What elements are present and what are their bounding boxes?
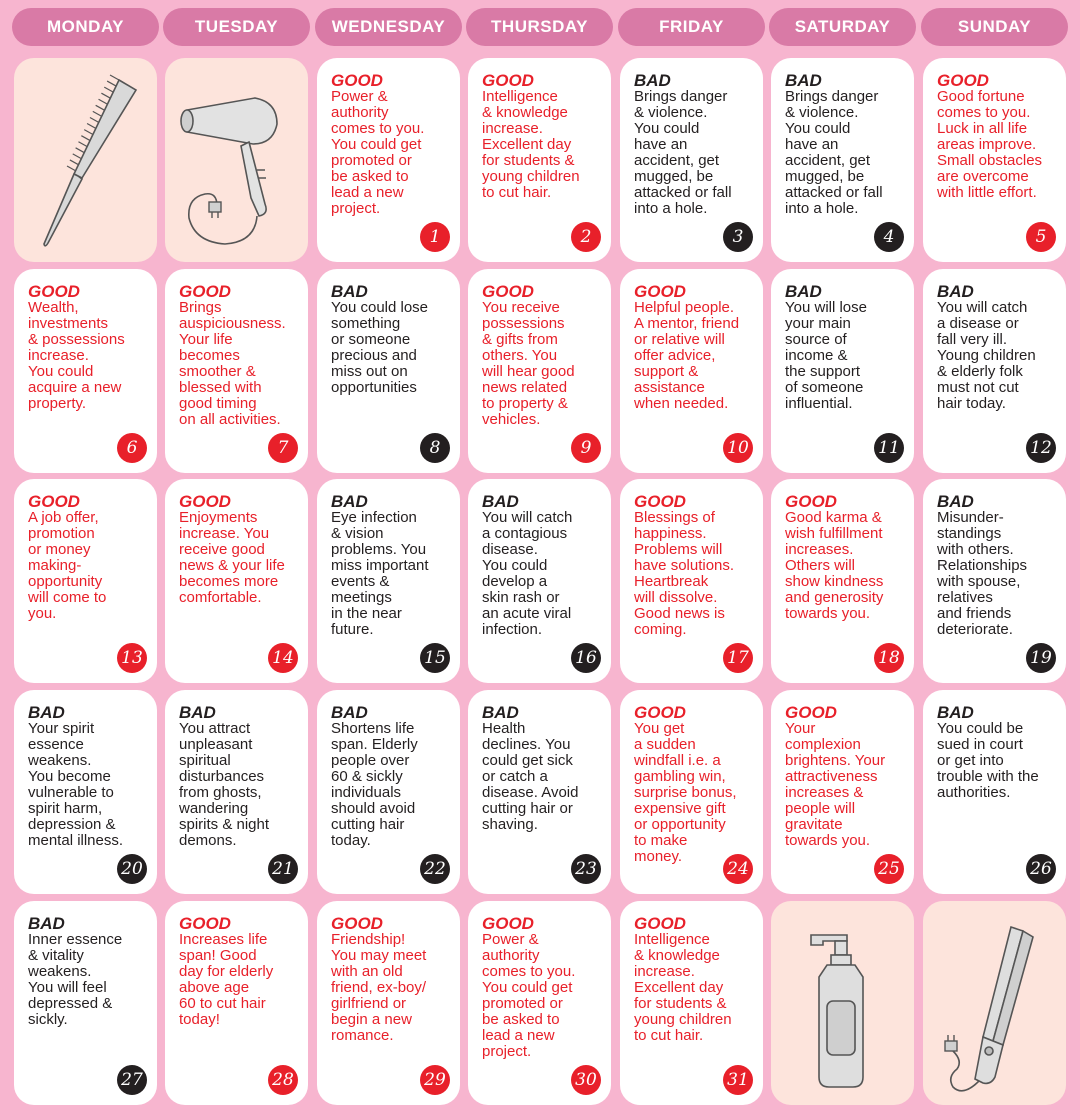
day-verdict: GOOD bbox=[179, 492, 231, 511]
day-cell-9 bbox=[468, 269, 611, 473]
day-cell-7 bbox=[165, 269, 308, 473]
day-description: Eye infection & vision problems. You miss important events & meetings in the near future. bbox=[331, 509, 429, 638]
day-verdict: GOOD bbox=[785, 703, 837, 722]
day-header-tuesday: TUESDAY bbox=[163, 8, 310, 46]
day-cell-15 bbox=[317, 479, 460, 683]
day-cell-29 bbox=[317, 901, 460, 1105]
day-verdict: BAD bbox=[28, 703, 65, 722]
day-number-badge: 8 bbox=[420, 433, 450, 463]
day-number-badge: 24 bbox=[723, 854, 753, 884]
day-description: Misunder- standings with others. Relationships with spouse, relatives and friends deteriorate. bbox=[937, 509, 1028, 638]
day-number-badge: 7 bbox=[268, 433, 298, 463]
day-number-badge: 28 bbox=[268, 1065, 298, 1095]
day-number-badge: 25 bbox=[874, 854, 904, 884]
day-description: Power & authority comes to you. You could get promoted or be asked to lead a new project. bbox=[482, 931, 576, 1060]
day-number-badge: 27 bbox=[117, 1065, 147, 1095]
day-cell-17 bbox=[620, 479, 763, 683]
day-verdict: GOOD bbox=[28, 282, 80, 301]
day-verdict: GOOD bbox=[28, 492, 80, 511]
day-cell-28 bbox=[165, 901, 308, 1105]
illustration-cell bbox=[165, 58, 308, 262]
day-header-wednesday: WEDNESDAY bbox=[315, 8, 462, 46]
day-number-badge: 11 bbox=[874, 433, 904, 463]
day-number-badge: 16 bbox=[571, 643, 601, 673]
day-cell-5 bbox=[923, 58, 1066, 262]
day-cell-20 bbox=[14, 690, 157, 894]
illustration-cell bbox=[771, 901, 914, 1105]
day-number-badge: 4 bbox=[874, 222, 904, 252]
day-verdict: GOOD bbox=[482, 71, 534, 90]
day-description: You could be sued in court or get into trouble with the authorities. bbox=[937, 720, 1039, 801]
day-number-badge: 17 bbox=[723, 643, 753, 673]
day-cell-11 bbox=[771, 269, 914, 473]
day-header-saturday: SATURDAY bbox=[769, 8, 916, 46]
day-number-badge: 18 bbox=[874, 643, 904, 673]
day-cell-24 bbox=[620, 690, 763, 894]
day-number-badge: 29 bbox=[420, 1065, 450, 1095]
day-verdict: BAD bbox=[331, 282, 368, 301]
day-description: Brings danger & violence. You could have an accident, get mugged, be attacked or fall into a hole. bbox=[634, 88, 732, 217]
day-cell-1 bbox=[317, 58, 460, 262]
day-description: Good karma & wish fulfillment increases. Others will show kindness and generosity towards you. bbox=[785, 509, 884, 622]
day-description: Increases life span! Good day for elderly above age 60 to cut hair today! bbox=[179, 931, 274, 1028]
day-number-badge: 5 bbox=[1026, 222, 1056, 252]
day-description: Friendship! You may meet with an old friend, ex-boy/ girlfriend or begin a new romance. bbox=[331, 931, 427, 1044]
day-verdict: BAD bbox=[937, 492, 974, 511]
day-verdict: GOOD bbox=[785, 492, 837, 511]
day-number-badge: 3 bbox=[723, 222, 753, 252]
day-description: Brings auspiciousness. Your life becomes smoother & blessed with good timing on all activities. bbox=[179, 299, 286, 428]
day-verdict: GOOD bbox=[331, 71, 383, 90]
day-verdict: GOOD bbox=[482, 282, 534, 301]
day-cell-21 bbox=[165, 690, 308, 894]
day-description: You attract unpleasant spiritual disturbances from ghosts, wandering spirits & night demons. bbox=[179, 720, 270, 849]
day-verdict: BAD bbox=[785, 282, 822, 301]
day-description: Helpful people. A mentor, friend or relative will offer advice, support & assistance when needed. bbox=[634, 299, 740, 412]
day-verdict: GOOD bbox=[634, 282, 686, 301]
day-cell-10 bbox=[620, 269, 763, 473]
day-verdict: BAD bbox=[28, 914, 65, 933]
day-number-badge: 23 bbox=[571, 854, 601, 884]
day-cell-30 bbox=[468, 901, 611, 1105]
day-verdict: BAD bbox=[785, 71, 822, 90]
day-number-badge: 15 bbox=[420, 643, 450, 673]
day-cell-16 bbox=[468, 479, 611, 683]
day-number-badge: 19 bbox=[1026, 643, 1056, 673]
day-verdict: GOOD bbox=[482, 914, 534, 933]
day-verdict: GOOD bbox=[634, 914, 686, 933]
day-verdict: GOOD bbox=[331, 914, 383, 933]
day-number-badge: 10 bbox=[723, 433, 753, 463]
illustration-cell bbox=[14, 58, 157, 262]
day-description: Blessings of happiness. Problems will have solutions. Heartbreak will dissolve. Good news is coming. bbox=[634, 509, 735, 638]
day-number-badge: 9 bbox=[571, 433, 601, 463]
day-cell-18 bbox=[771, 479, 914, 683]
day-description: Enjoyments increase. You receive good news & your life becomes more comfortable. bbox=[179, 509, 285, 606]
day-cell-6 bbox=[14, 269, 157, 473]
day-description: You will lose your main source of income & the support of someone influential. bbox=[785, 299, 867, 412]
day-description: Shortens life span. Elderly people over 60 & sickly individuals should avoid cutting hair today. bbox=[331, 720, 418, 849]
day-cell-8 bbox=[317, 269, 460, 473]
day-cell-12 bbox=[923, 269, 1066, 473]
day-header-thursday: THURSDAY bbox=[466, 8, 613, 46]
day-description: Intelligence & knowledge increase. Excellent day for students & young children to cut hair. bbox=[482, 88, 580, 201]
day-number-badge: 21 bbox=[268, 854, 298, 884]
day-cell-26 bbox=[923, 690, 1066, 894]
day-cell-25 bbox=[771, 690, 914, 894]
day-verdict: BAD bbox=[634, 71, 671, 90]
day-description: Your complexion brightens. Your attractiveness increases & people will gravitate towards you. bbox=[785, 720, 886, 849]
day-cell-27 bbox=[14, 901, 157, 1105]
day-cell-13 bbox=[14, 479, 157, 683]
day-verdict: BAD bbox=[331, 492, 368, 511]
day-header-sunday: SUNDAY bbox=[921, 8, 1068, 46]
day-verdict: GOOD bbox=[634, 492, 686, 511]
day-number-badge: 13 bbox=[117, 643, 147, 673]
day-description: Inner essence & vitality weakens. You will feel depressed & sickly. bbox=[28, 931, 123, 1028]
day-verdict: BAD bbox=[331, 703, 368, 722]
illustration-cell bbox=[923, 901, 1066, 1105]
day-number-badge: 31 bbox=[723, 1065, 753, 1095]
day-description: Intelligence & knowledge increase. Excellent day for students & young children to cut hair. bbox=[634, 931, 732, 1044]
day-description: Good fortune comes to you. Luck in all life areas improve. Small obstacles are overcome with little effort. bbox=[937, 88, 1043, 201]
day-cell-19 bbox=[923, 479, 1066, 683]
day-cell-22 bbox=[317, 690, 460, 894]
day-header-monday: MONDAY bbox=[12, 8, 159, 46]
day-number-badge: 14 bbox=[268, 643, 298, 673]
day-description: You will catch a contagious disease. You could develop a skin rash or an acute viral infection. bbox=[482, 509, 573, 638]
day-description: Wealth, investments & possessions increase. You could acquire a new property. bbox=[28, 299, 125, 412]
day-description: You receive possessions & gifts from others. You will hear good news related to property & vehicles. bbox=[482, 299, 575, 428]
day-cell-31 bbox=[620, 901, 763, 1105]
day-verdict: GOOD bbox=[634, 703, 686, 722]
day-header-friday: FRIDAY bbox=[618, 8, 765, 46]
day-cell-3 bbox=[620, 58, 763, 262]
day-verdict: BAD bbox=[937, 282, 974, 301]
day-verdict: BAD bbox=[179, 703, 216, 722]
day-number-badge: 6 bbox=[117, 433, 147, 463]
day-verdict: BAD bbox=[482, 703, 519, 722]
day-description: You will catch a disease or fall very ill. Young children & elderly folk must not cut hair today. bbox=[937, 299, 1036, 412]
day-description: Your spirit essence weakens. You become vulnerable to spirit harm, depression & mental illness. bbox=[28, 720, 124, 849]
day-number-badge: 20 bbox=[117, 854, 147, 884]
day-verdict: GOOD bbox=[179, 282, 231, 301]
day-verdict: GOOD bbox=[179, 914, 231, 933]
day-description: You get a sudden windfall i.e. a gambling win, surprise bonus, expensive gift or opportunity to make money. bbox=[634, 720, 737, 865]
day-description: Power & authority comes to you. You could get promoted or be asked to lead a new project. bbox=[331, 88, 425, 217]
day-verdict: GOOD bbox=[937, 71, 989, 90]
day-number-badge: 30 bbox=[571, 1065, 601, 1095]
day-verdict: BAD bbox=[937, 703, 974, 722]
day-description: Health declines. You could get sick or catch a disease. Avoid cutting hair or shaving. bbox=[482, 720, 579, 833]
day-cell-14 bbox=[165, 479, 308, 683]
day-number-badge: 1 bbox=[420, 222, 450, 252]
day-number-badge: 26 bbox=[1026, 854, 1056, 884]
day-cell-23 bbox=[468, 690, 611, 894]
day-number-badge: 22 bbox=[420, 854, 450, 884]
day-cell-4 bbox=[771, 58, 914, 262]
day-description: Brings danger & violence. You could have an accident, get mugged, be attacked or fall into a hole. bbox=[785, 88, 883, 217]
day-verdict: BAD bbox=[482, 492, 519, 511]
day-description: You could lose something or someone precious and miss out on opportunities bbox=[331, 299, 429, 396]
day-cell-2 bbox=[468, 58, 611, 262]
day-description: A job offer, promotion or money making- opportunity will come to you. bbox=[28, 509, 107, 622]
day-number-badge: 2 bbox=[571, 222, 601, 252]
day-number-badge: 12 bbox=[1026, 433, 1056, 463]
